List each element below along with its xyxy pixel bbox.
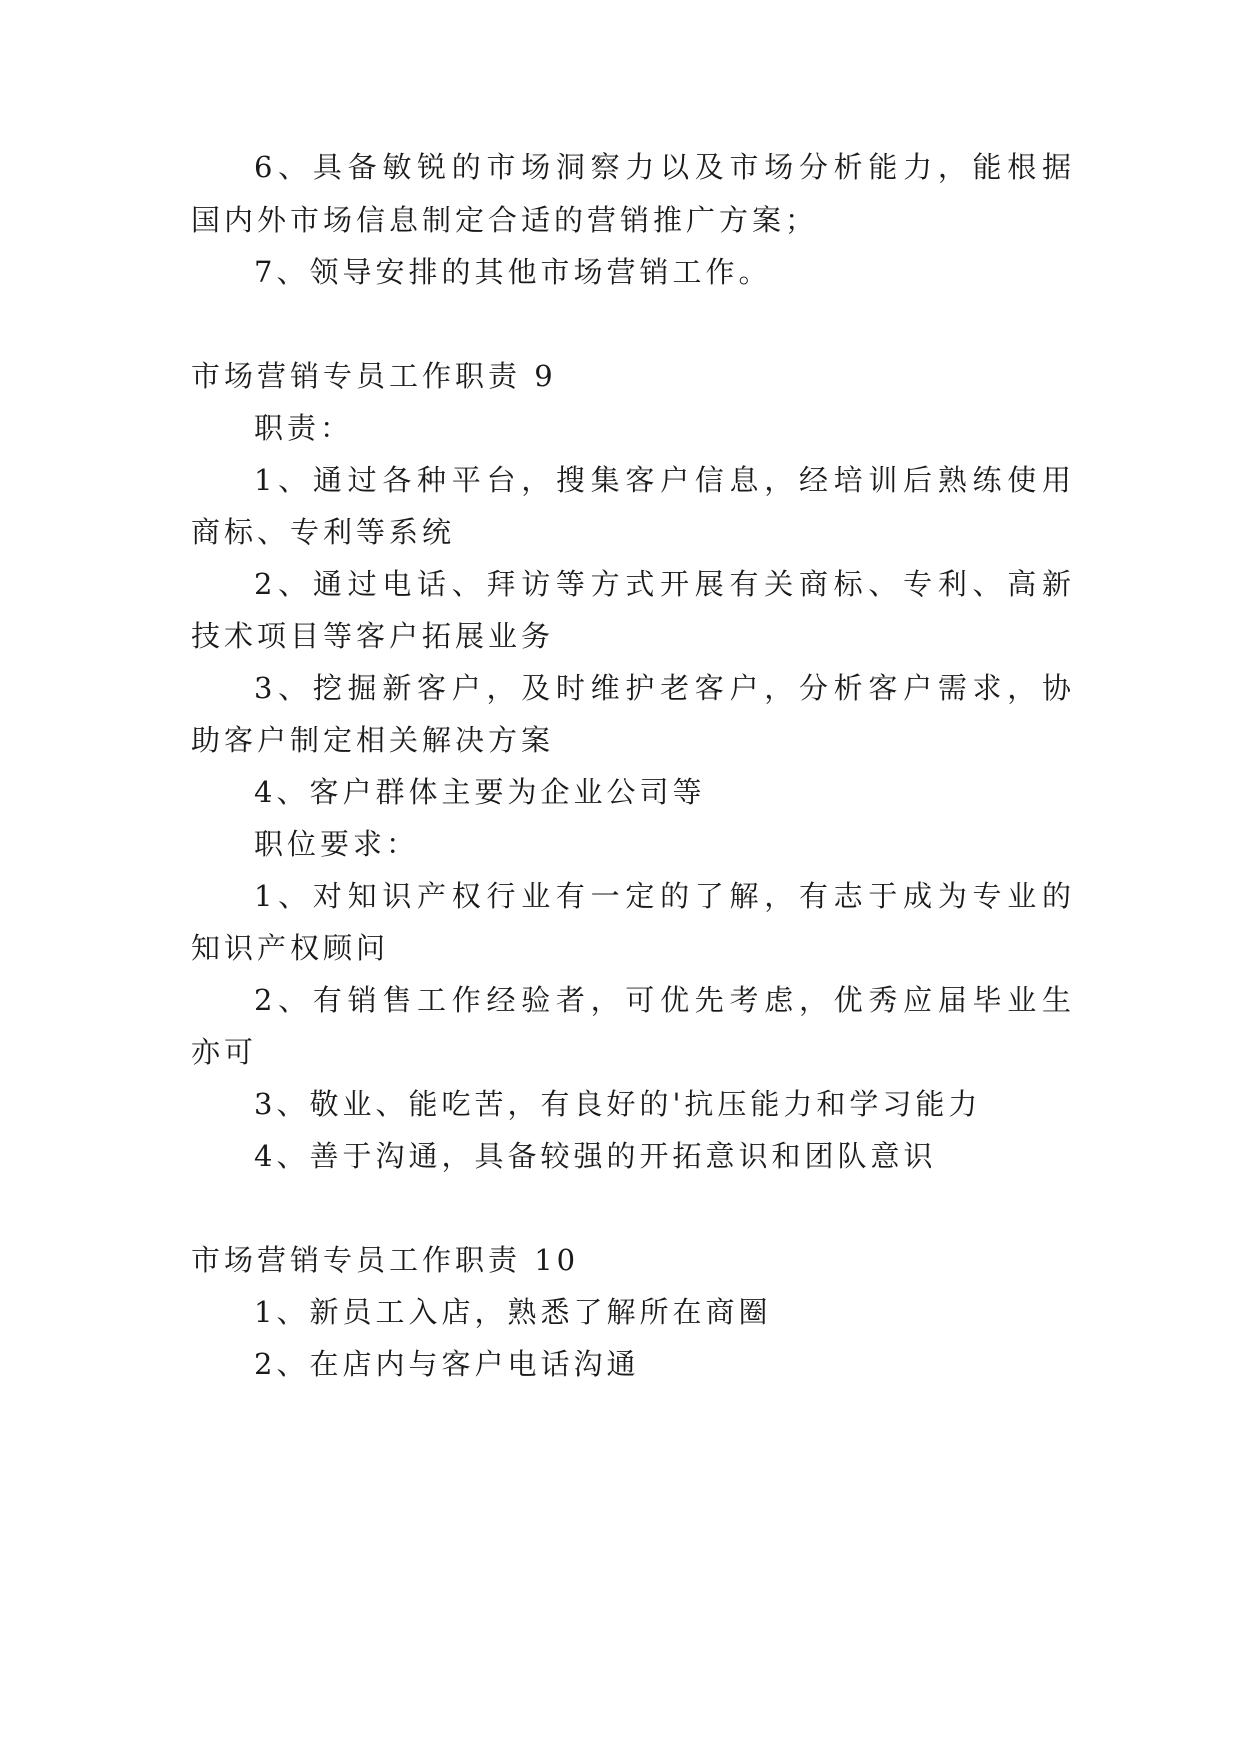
paragraph-line: 7、领导安排的其他市场营销工作。 [254,255,772,289]
paragraph-line: 6、具备敏锐的市场洞察力以及市场分析能力，能根据 [254,150,1071,184]
section-heading: 市场营销专员工作职责 10 [191,1243,580,1277]
paragraph-line: 4、客户群体主要为企业公司等 [254,775,706,809]
paragraph-line: 3、挖掘新客户，及时维护老客户，分析客户需求，协 [254,671,1071,705]
paragraph-line: 1、通过各种平台，搜集客户信息，经培训后熟练使用 [254,463,1071,497]
paragraph-line: 2、通过电话、拜访等方式开展有关商标、专利、高新 [254,567,1071,601]
paragraph-line: 2、在店内与客户电话沟通 [254,1347,640,1381]
section-heading: 市场营销专员工作职责 9 [191,359,557,393]
paragraph-line: 助客户制定相关解决方案 [191,723,555,757]
paragraph-line: 4、善于沟通，具备较强的开拓意识和团队意识 [254,1139,937,1173]
paragraph-line: 知识产权顾问 [191,931,390,965]
subheading: 职责： [254,411,354,445]
paragraph-line: 1、新员工入店，熟悉了解所在商圈 [254,1295,772,1329]
paragraph-line: 3、敬业、能吃苦，有良好的'抗压能力和学习能力 [254,1087,982,1121]
paragraph-line: 2、有销售工作经验者，可优先考虑，优秀应届毕业生 [254,983,1071,1017]
paragraph-line: 1、对知识产权行业有一定的了解，有志于成为专业的 [254,879,1071,913]
paragraph-line: 国内外市场信息制定合适的营销推广方案； [191,203,819,237]
paragraph-line: 亦可 [191,1035,258,1069]
subheading: 职位要求： [254,827,420,861]
paragraph-line: 商标、专利等系统 [191,515,456,549]
paragraph-line: 技术项目等客户拓展业务 [191,619,555,653]
